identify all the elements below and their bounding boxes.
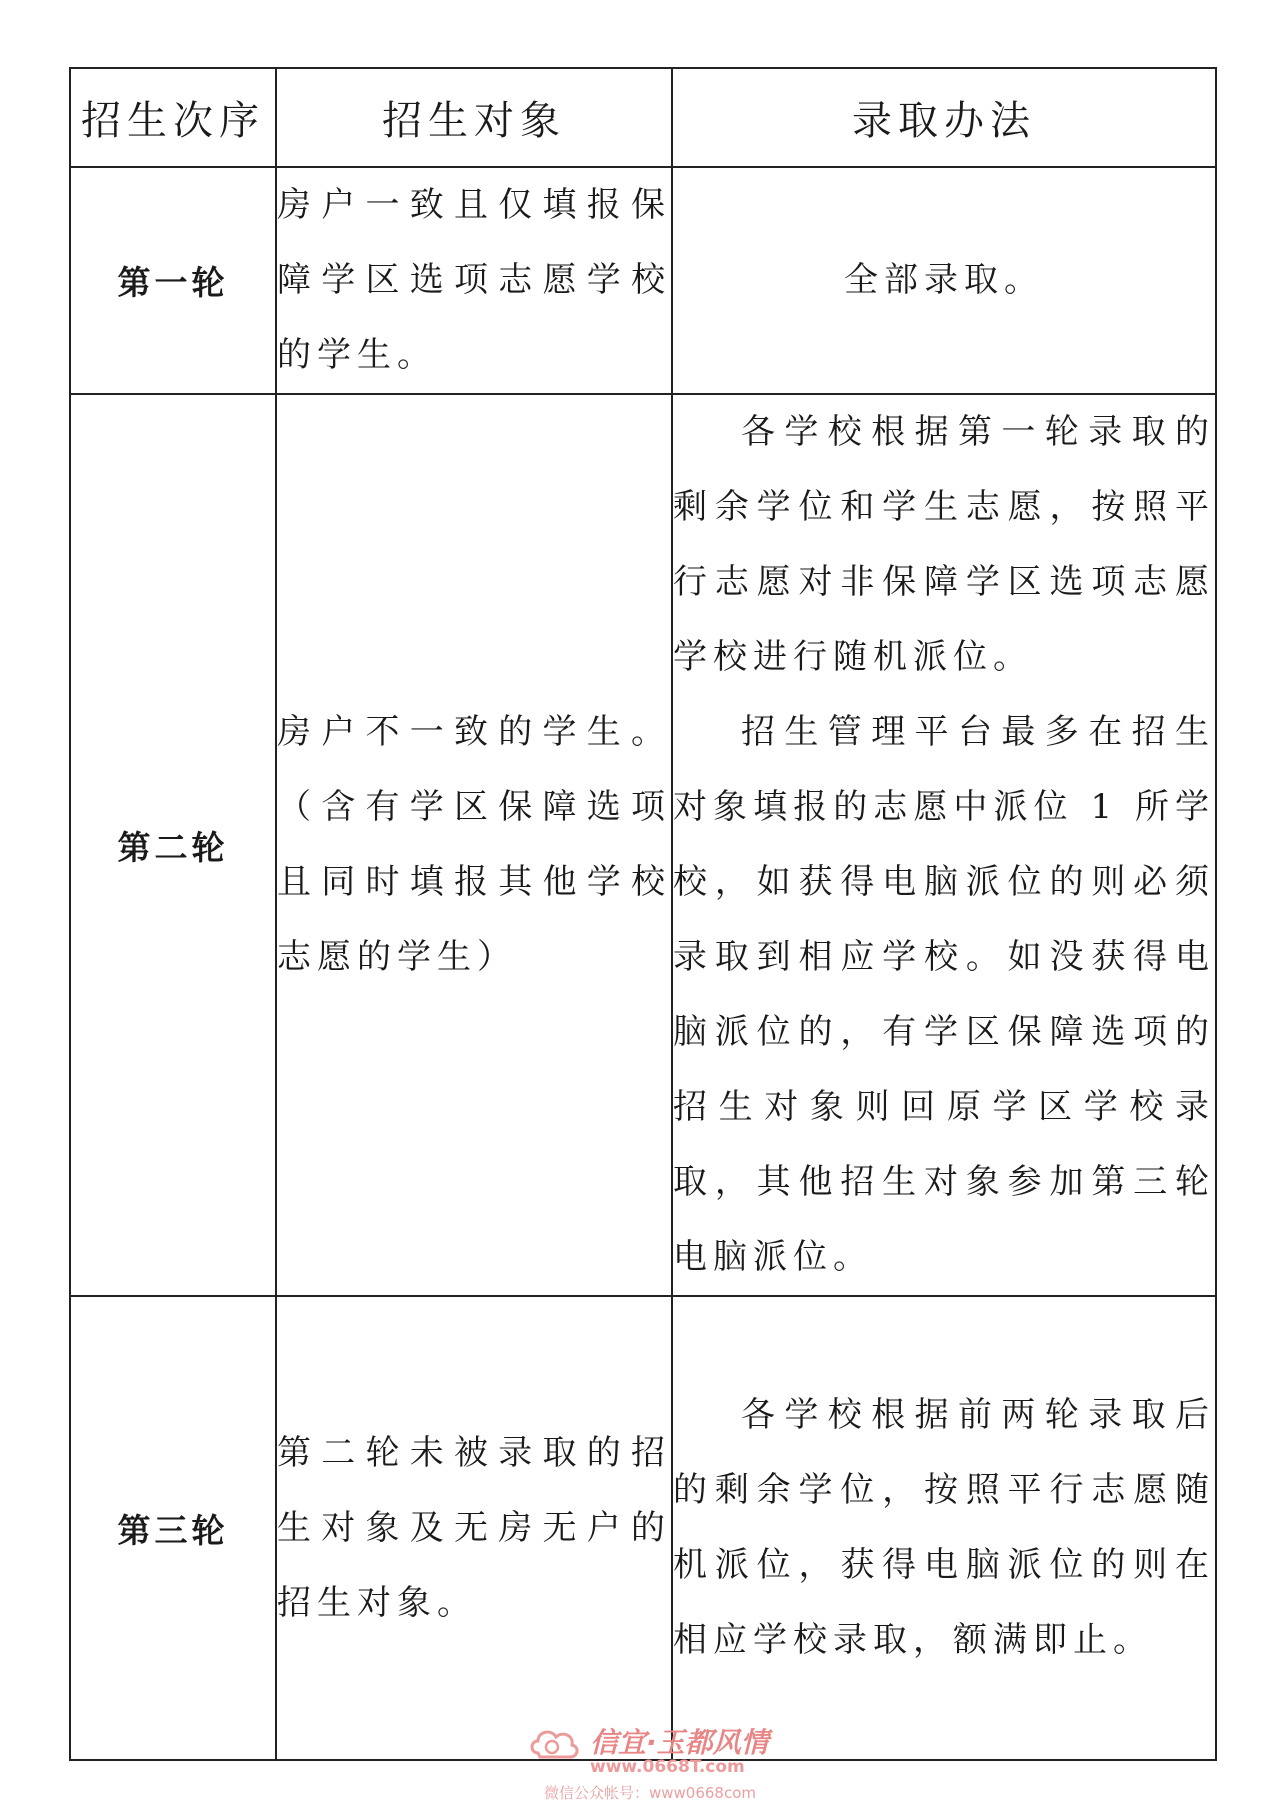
method-text: 全部录取。 [844,260,1044,300]
target-cell [276,394,672,1296]
round-cell: 第三轮 [70,1296,276,1760]
method-cell [672,167,1216,394]
round-cell: 第一轮 [70,167,276,394]
watermark-footer: 微信公众帐号：www0668com [543,1784,756,1802]
table-header-row [70,68,1216,167]
method-text: 各学校根据前两轮录取后的剩余学位，按照平行志愿随机派位，获得电脑派位的则在相应学校录取，额满即止。 [673,1395,1215,1660]
target-cell [276,167,672,394]
target-text: 第二轮未被录取的招生对象及无房无户的招生对象。 [277,1432,671,1623]
admission-table [69,67,1217,1761]
method-cell [672,394,1216,1296]
cloud-logo-icon [528,1723,580,1763]
header-target: 招生对象 [276,68,672,167]
table-row [70,394,1216,1296]
watermark-url: www.0668T.com [590,1757,745,1777]
method-cell [672,1296,1216,1760]
target-text: 房户不一致的学生。（含有学区保障选项且同时填报其他学校志愿的学生） [277,712,671,977]
watermark-title: 信宜·玉都风情 [590,1726,769,1759]
method-text: 各学校根据第一轮录取的剩余学位和学生志愿，按照平行志愿对非保障学区选项志愿学校进行随机派位。 [673,412,1215,677]
round-cell: 第二轮 [70,394,276,1296]
target-cell [276,1296,672,1760]
watermark [520,1715,780,1805]
header-round: 招生次序 [70,68,276,167]
table-row [70,1296,1216,1760]
target-text: 房户一致且仅填报保障学区选项志愿学校的学生。 [277,185,671,375]
header-method: 录取办法 [672,68,1216,167]
method-text: 招生管理平台最多在招生对象填报的志愿中派位 1 所学校，如获得电脑派位的则必须录取到相应学校。如没获得电脑派位的，有学区保障选项的招生对象则回原学区学校录取，其他招生对象参加第三轮电脑派位。 [673,712,1215,1277]
table-row [70,167,1216,394]
